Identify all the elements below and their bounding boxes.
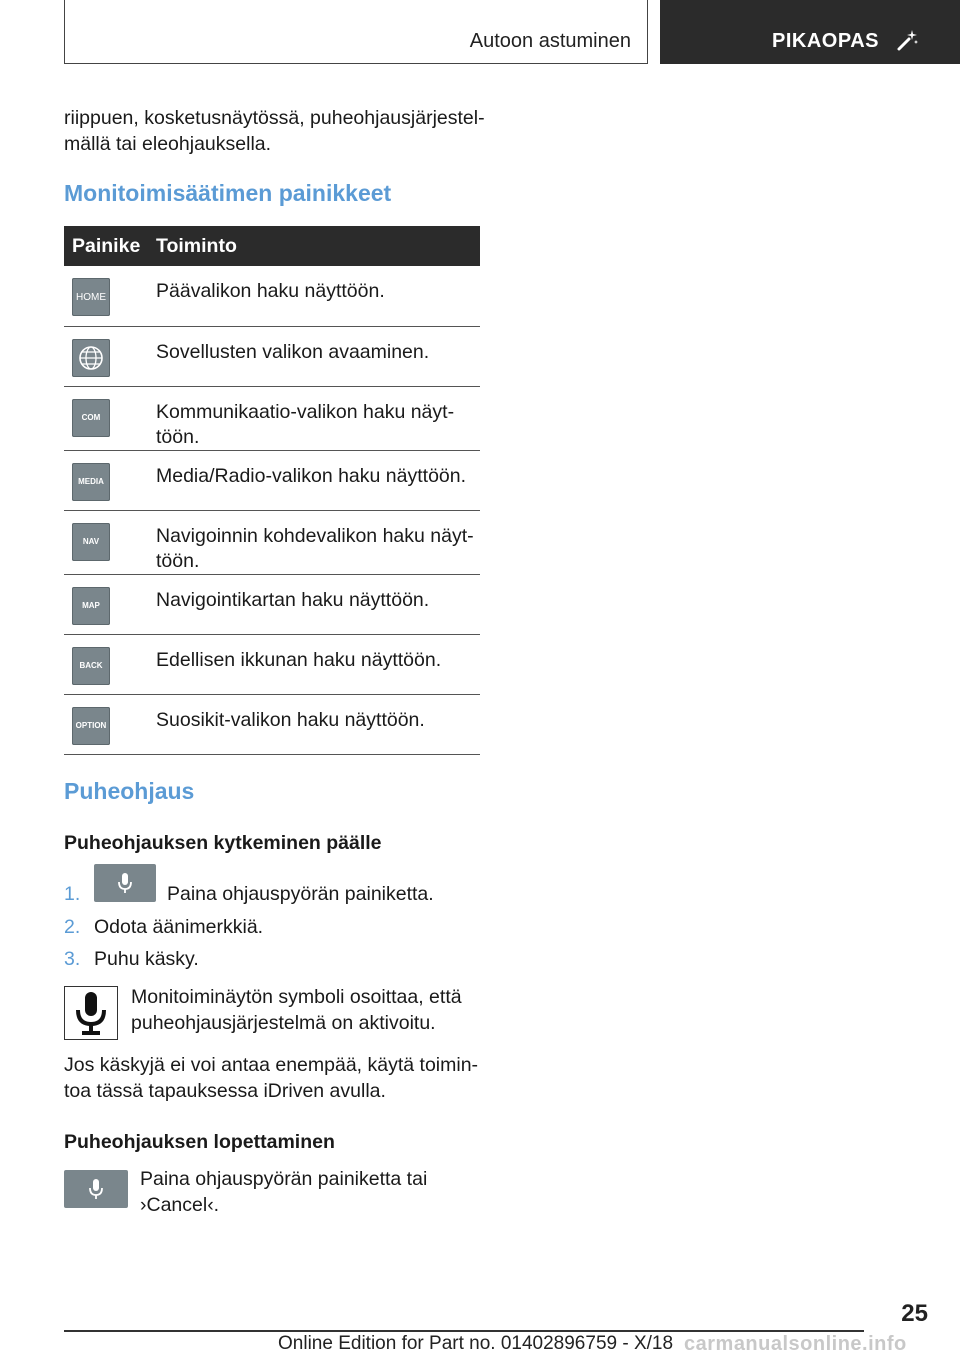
subheading-on: Puheohjauksen kytkeminen päälle — [64, 832, 382, 854]
function-text: Edellisen ikkunan haku näyttöön. — [156, 648, 442, 671]
intro-line: mällä tai eleohjauksella. — [64, 133, 272, 155]
header-box — [64, 0, 648, 64]
back-button-icon: BACK — [72, 647, 110, 685]
map-button-icon: MAP — [72, 587, 110, 625]
table-row — [64, 326, 480, 386]
com-button-icon: COM — [72, 399, 110, 437]
table-row — [64, 694, 480, 754]
fallback-line: Jos käskyjä ei voi antaa enempää, käytä toimin- — [64, 1054, 479, 1076]
step-text: Puhu käsky. — [94, 948, 199, 970]
fallback-paragraph — [64, 1052, 478, 1104]
media-button-icon: MEDIA — [72, 463, 110, 501]
active-note-line: Monitoiminäytön symboli osoittaa, että — [131, 986, 462, 1008]
voice-button-icon — [94, 864, 156, 902]
home-button-icon: HOME — [72, 278, 110, 316]
buttons-table — [64, 226, 480, 755]
footer-edition: Online Edition for Part no. 01402896759 - X/18 — [278, 1333, 674, 1354]
column-header-button: Painike — [64, 226, 156, 266]
intro-paragraph — [64, 105, 485, 157]
magic-wand-icon — [896, 28, 920, 52]
function-text: Media/Radio-valikon haku näyttöön. — [156, 464, 467, 487]
table-row — [64, 266, 480, 326]
function-text: töön. — [156, 425, 200, 448]
function-text: Päävalikon haku näyttöön. — [156, 280, 385, 302]
function-text: Sovellusten valikon avaaminen. — [156, 340, 430, 363]
option-button-icon: OPTION — [72, 707, 110, 745]
step-number: 1. — [64, 883, 81, 905]
subheading-off: Puheohjauksen lopettaminen — [64, 1131, 335, 1153]
off-text-line: ›Cancel‹. — [140, 1194, 220, 1216]
footer-divider — [64, 1330, 864, 1332]
header-label: PIKAOPAS — [772, 30, 879, 52]
heading-voice: Puheohjaus — [64, 778, 195, 804]
step-number: 2. — [64, 916, 81, 938]
step-number: 3. — [64, 948, 81, 970]
function-text: Kommunikaatio-valikon haku näyt- — [156, 400, 455, 423]
function-text: Navigoinnin kohdevalikon haku näyt- — [156, 524, 474, 547]
table-row — [64, 450, 480, 510]
table-row — [64, 634, 480, 694]
off-text — [140, 1166, 427, 1218]
function-text: Navigointikartan haku näyttöön. — [156, 588, 430, 611]
fallback-line: toa tässä tapauksessa iDriven avulla. — [64, 1080, 386, 1102]
microphone-active-icon — [64, 986, 118, 1040]
intro-line: riippuen, kosketusnäytössä, puheohjausjärjestel- — [64, 107, 485, 129]
step-text: Odota äänimerkkiä. — [94, 916, 264, 938]
table-row — [64, 386, 480, 450]
heading-buttons: Monitoimisäätimen painikkeet — [64, 180, 392, 206]
page-number: 25 — [901, 1300, 928, 1327]
active-note — [131, 984, 462, 1036]
function-text: Suosikit-valikon haku näyttöön. — [156, 708, 425, 731]
table-row — [64, 574, 480, 634]
off-text-line: Paina ohjauspyörän painiketta tai — [140, 1168, 428, 1190]
function-text: töön. — [156, 549, 200, 572]
active-note-line: puheohjausjärjestelmä on aktivoitu. — [131, 1012, 436, 1034]
step-text: Paina ohjauspyörän painiketta. — [167, 883, 434, 905]
header-tab — [660, 0, 960, 64]
table-row — [64, 510, 480, 574]
globe-icon — [72, 339, 110, 377]
column-header-function: Toiminto — [156, 226, 480, 266]
table-header-row — [64, 226, 480, 266]
watermark: carmanualsonline.info — [684, 1333, 907, 1355]
voice-button-icon — [64, 1170, 128, 1208]
section-title: Autoon astuminen — [469, 30, 631, 52]
nav-button-icon: NAV — [72, 523, 110, 561]
